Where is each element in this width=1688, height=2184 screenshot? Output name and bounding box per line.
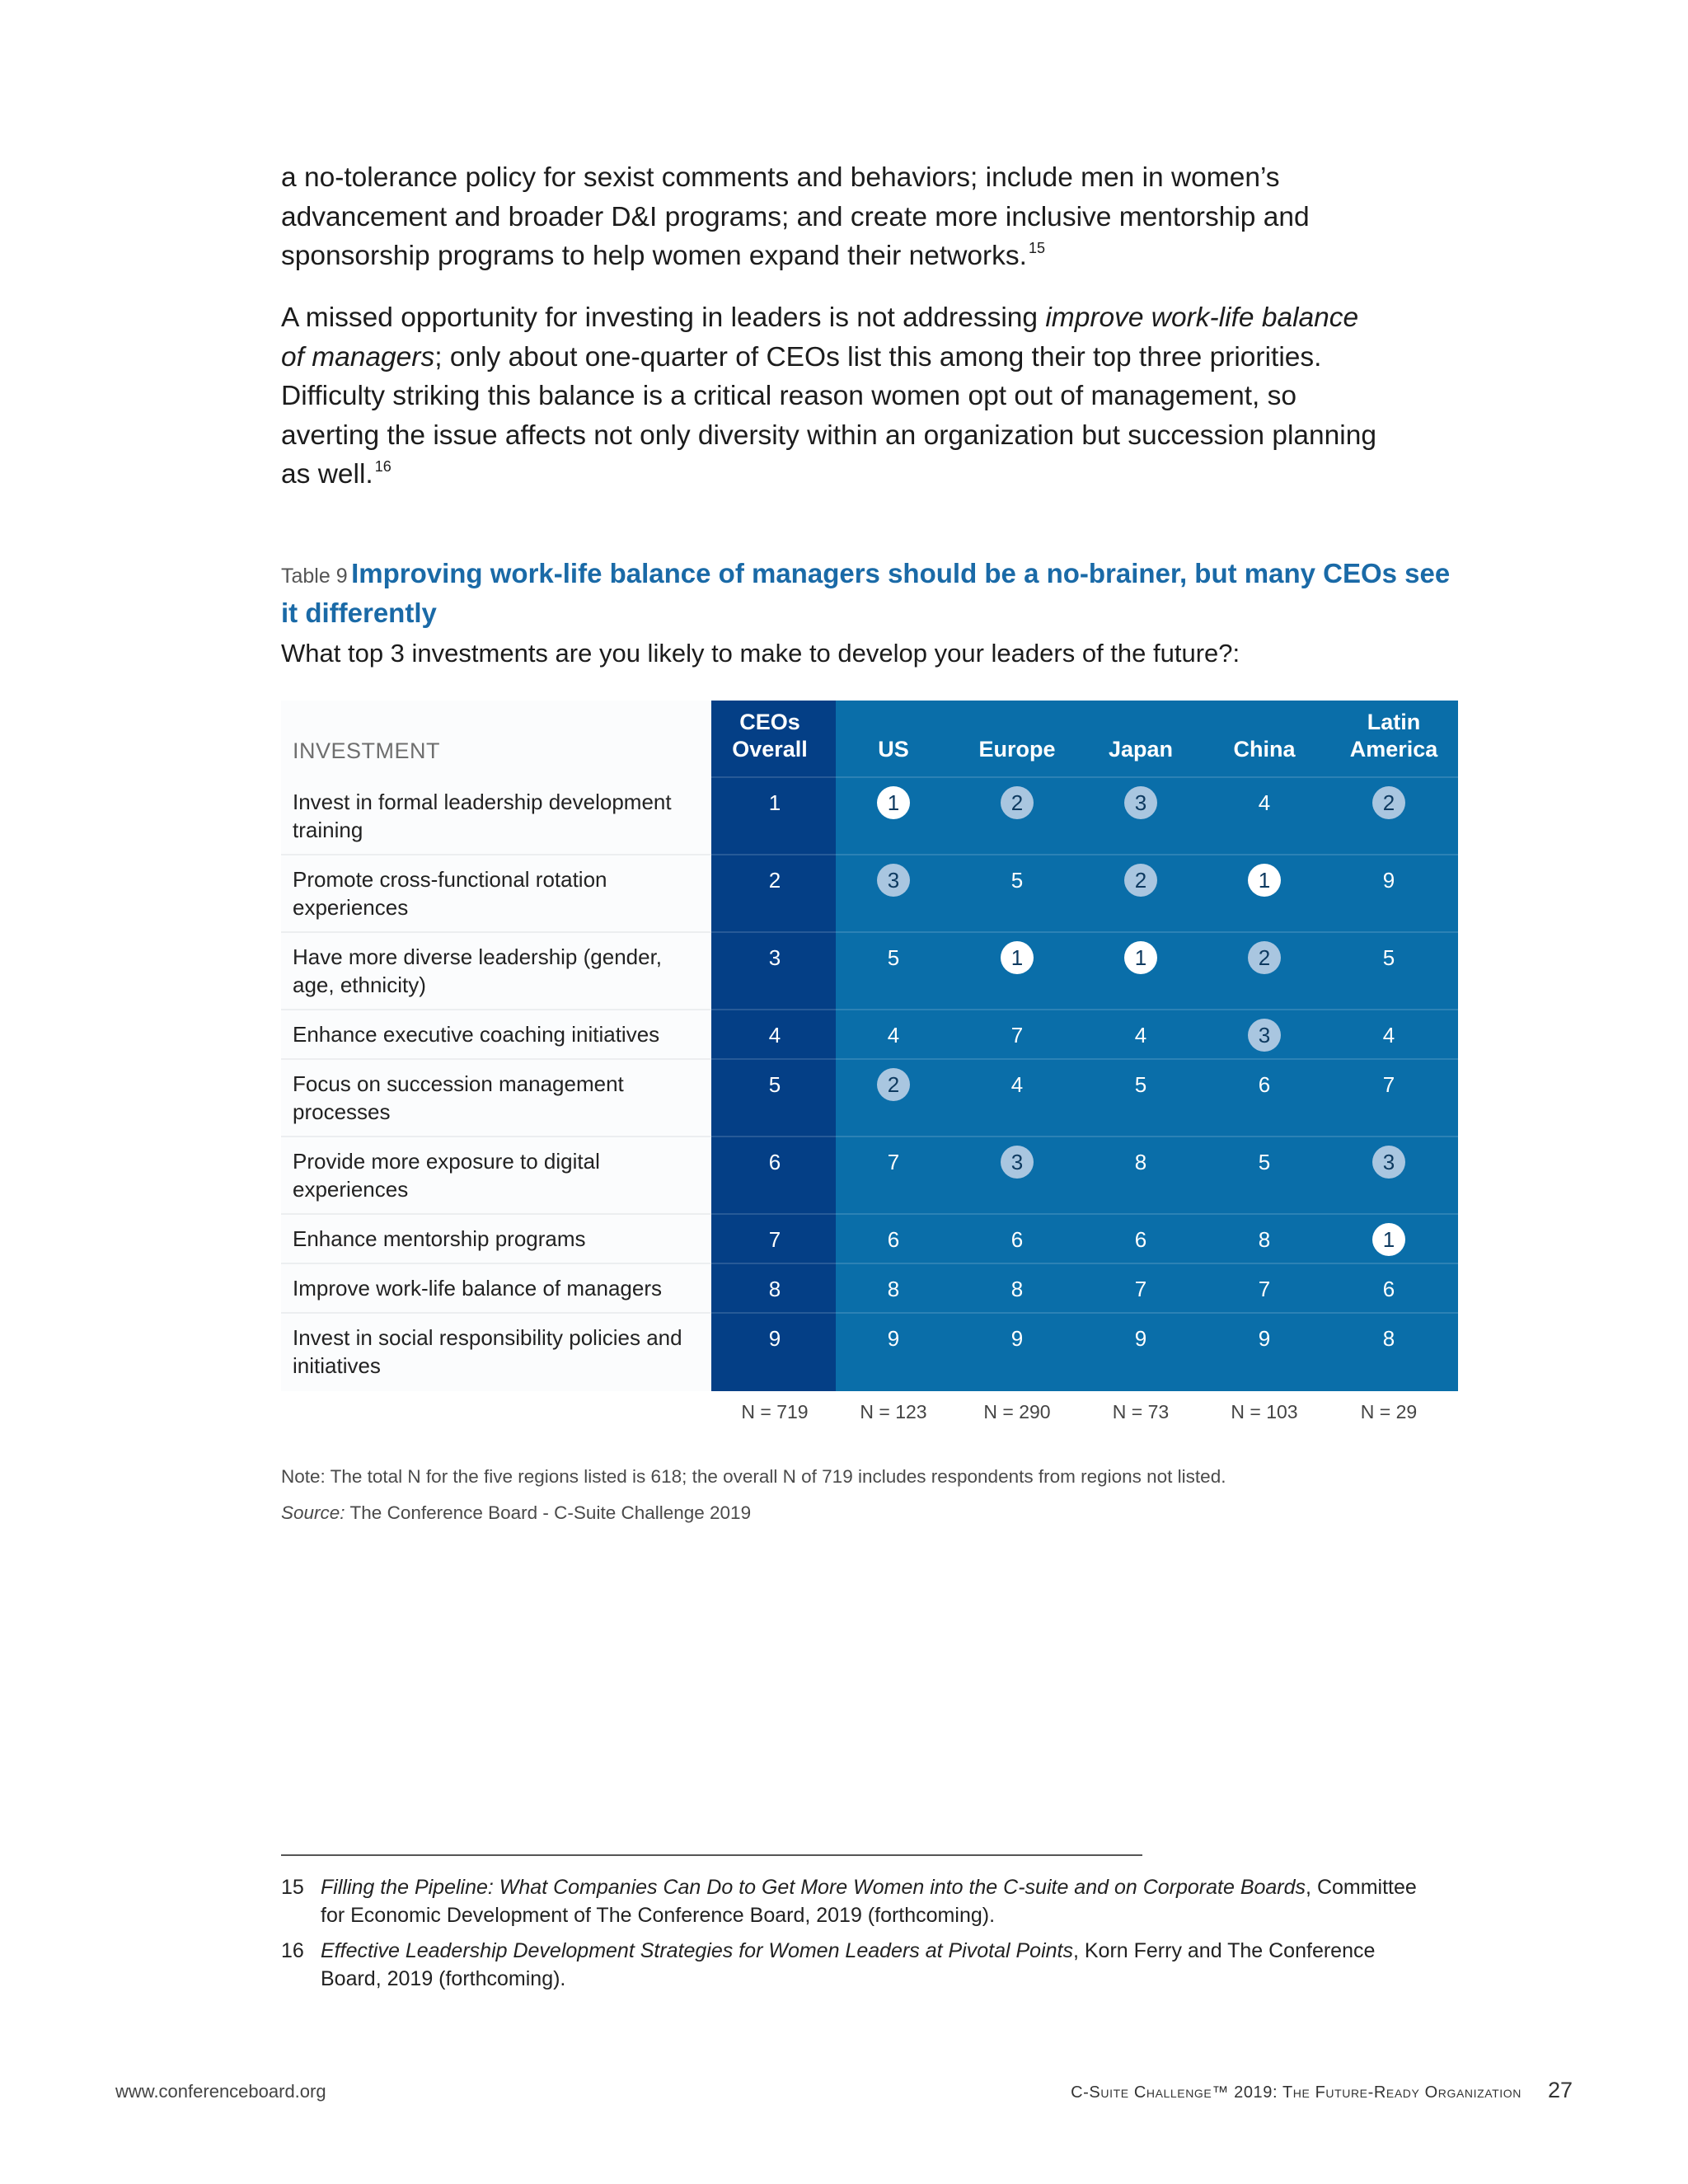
rank-cell: 2 <box>877 1068 910 1101</box>
rank-cell: 8 <box>1258 1227 1271 1252</box>
intro-paragraph-1 <box>281 158 1386 276</box>
rank-cell: 3 <box>877 864 910 897</box>
intro-paragraph-1-text: a no-tolerance policy for sexist comments and behaviors; include men in women’s advancement and broader D&I programs; and create more inclusive mentorship and sponsorship programs to help women expand their networks. <box>281 162 1310 271</box>
grid-line <box>711 1213 1458 1215</box>
rank-cell: 2 <box>1248 941 1281 974</box>
row-label: Improve work-life balance of managers <box>293 1276 662 1301</box>
rank-cell: 1 <box>1124 941 1157 974</box>
rank-cell: 9 <box>1382 868 1395 893</box>
sample-size: N = 103 <box>1231 1401 1298 1422</box>
rank-cell: 4 <box>768 1023 781 1047</box>
sample-size: N = 29 <box>1360 1401 1418 1422</box>
column-header-line-2: Overall <box>732 737 808 762</box>
column-header-line-1: CEOs <box>739 710 800 734</box>
source-text: The Conference Board - C-Suite Challenge 2019 <box>349 1502 752 1523</box>
rank-cell: 3 <box>1001 1146 1034 1179</box>
rank-cell: 6 <box>1010 1227 1024 1252</box>
footnote-title: Filling the Pipeline: What Companies Can Do to Get More Women into the C-suite and on Corporate Boards <box>321 1876 1306 1899</box>
table-source <box>281 1502 751 1524</box>
rank-cell: 9 <box>768 1326 781 1351</box>
grid-line <box>711 1058 1458 1060</box>
table-headline: Improving work-life balance of managers should be a no-brainer, but many CEOs see it differently <box>281 558 1451 628</box>
rank-cell: 9 <box>1258 1326 1271 1351</box>
footer-url[interactable]: www.conferenceboard.org <box>115 2081 326 2102</box>
table-label: Table 9 <box>281 565 348 588</box>
rank-cell: 1 <box>1248 864 1281 897</box>
column-header-line-1 <box>832 709 955 736</box>
rank-cell: 5 <box>1134 1072 1147 1097</box>
rank-cell: 8 <box>887 1277 900 1301</box>
rank-cell: 4 <box>1382 1023 1395 1047</box>
footnote-number: 16 <box>281 1939 304 1962</box>
rank-cell: 6 <box>1134 1227 1147 1252</box>
rank-cell: 8 <box>768 1277 781 1301</box>
rank-cell: 4 <box>887 1023 900 1047</box>
column-header-line-2: America <box>1349 737 1438 762</box>
column-header-line-2: Europe <box>978 737 1056 762</box>
rank-cell: 7 <box>768 1227 781 1252</box>
row-separator <box>281 1263 711 1264</box>
source-label: Source: <box>281 1502 345 1523</box>
rank-cell: 3 <box>1124 786 1157 819</box>
rank-cell: 7 <box>1258 1277 1271 1301</box>
rank-cell: 5 <box>1010 868 1024 893</box>
rank-cell: 2 <box>1372 786 1405 819</box>
row-separator <box>281 1213 711 1215</box>
rank-cell: 1 <box>768 790 781 815</box>
row-label: Enhance mentorship programs <box>293 1226 586 1251</box>
rank-cell: 2 <box>768 868 781 893</box>
column-header <box>1079 709 1203 763</box>
footnote-16 <box>281 1937 1435 1993</box>
rank-cell: 1 <box>877 786 910 819</box>
rank-cell: 8 <box>1010 1277 1024 1301</box>
sample-size: N = 719 <box>741 1401 809 1422</box>
footnote-title: Effective Leadership Development Strategies for Women Leaders at Pivotal Points <box>321 1939 1073 1962</box>
investment-column-header: INVESTMENT <box>293 738 441 763</box>
intro-paragraph-2-text-a: A missed opportunity for investing in leaders is not addressing <box>281 302 1046 333</box>
table-title <box>281 556 1451 635</box>
row-separator <box>281 1312 711 1314</box>
column-header <box>708 709 832 763</box>
rank-cell: 9 <box>887 1326 900 1351</box>
sample-size: N = 123 <box>860 1401 927 1422</box>
row-separator <box>281 854 711 855</box>
row-label: Enhance executive coaching initiatives <box>293 1022 660 1047</box>
grid-line <box>711 1136 1458 1137</box>
row-separator <box>281 1136 711 1137</box>
rank-cell: 7 <box>1382 1072 1395 1097</box>
table-question: What top 3 investments are you likely to make to develop your leaders of the future?: <box>281 639 1240 668</box>
grid-line <box>711 854 1458 855</box>
sample-size: N = 290 <box>983 1401 1051 1422</box>
table-note: Note: The total N for the five regions listed is 618; the overall N of 719 includes respondents from regions not listed. <box>281 1466 1226 1487</box>
rank-cell: 2 <box>1124 864 1157 897</box>
column-header-line-2: Japan <box>1108 737 1174 762</box>
footnote-number: 15 <box>281 1876 304 1899</box>
rank-cell: 6 <box>1382 1277 1395 1301</box>
rank-cell: 2 <box>1001 786 1034 819</box>
rank-cell: 6 <box>768 1150 781 1174</box>
footnote-detail: , Committee for Economic Development of The Conference Board, 2019 (forthcoming). <box>321 1876 1417 1927</box>
footer-title: C-Suite Challenge™ 2019: The Future-Ready Organization <box>1071 2083 1522 2102</box>
rank-cell: 5 <box>1258 1150 1271 1174</box>
row-label: Invest in social responsibility policies and initiatives <box>293 1325 682 1378</box>
row-separator <box>281 1058 711 1060</box>
rank-cell: 6 <box>1258 1072 1271 1097</box>
grid-line <box>711 1263 1458 1264</box>
rank-cell: 9 <box>1010 1326 1024 1351</box>
rank-cell: 6 <box>887 1227 900 1252</box>
grid-line <box>711 1312 1458 1314</box>
ranking-table <box>281 701 1458 1422</box>
rank-cell: 4 <box>1010 1072 1024 1097</box>
column-header-line-2: China <box>1233 737 1296 762</box>
rank-cell: 5 <box>1382 945 1395 970</box>
column-header <box>1332 709 1456 763</box>
column-header-line-1: Latin <box>1367 710 1421 734</box>
row-label: Invest in formal leadership development training <box>293 790 672 842</box>
row-separator <box>281 1009 711 1010</box>
row-label: Focus on succession management processes <box>293 1071 624 1124</box>
rank-cell: 4 <box>1134 1023 1147 1047</box>
column-header <box>955 709 1079 763</box>
intro-paragraph-2 <box>281 298 1386 494</box>
rank-cell: 5 <box>768 1072 781 1097</box>
rank-cell: 9 <box>1134 1326 1147 1351</box>
rank-cell: 1 <box>1001 941 1034 974</box>
row-label: Have more diverse leadership (gender, age, ethnicity) <box>293 944 663 997</box>
column-header-line-2: US <box>878 737 909 762</box>
intro-paragraph-2-emphasis: improve work-life balance of managers <box>281 302 1359 373</box>
page-number: 27 <box>1548 2078 1573 2102</box>
column-header <box>832 709 955 763</box>
footnote-ref-15[interactable]: 15 <box>1028 240 1046 256</box>
footnote-15 <box>281 1873 1435 1929</box>
column-header-line-1 <box>955 709 1079 736</box>
rank-cell: 3 <box>1372 1146 1405 1179</box>
footnote-detail: , Korn Ferry and The Conference Board, 2019 (forthcoming). <box>321 1939 1376 1990</box>
row-separator <box>281 931 711 933</box>
column-header-line-1 <box>1079 709 1203 736</box>
rank-cell: 8 <box>1382 1326 1395 1351</box>
rank-cell: 7 <box>1134 1277 1147 1301</box>
column-header <box>1203 709 1326 763</box>
column-header-line-1 <box>1203 709 1326 736</box>
grid-line <box>711 931 1458 933</box>
sample-size: N = 73 <box>1112 1401 1170 1422</box>
rank-cell: 1 <box>1372 1223 1405 1256</box>
footnote-divider <box>281 1854 1142 1856</box>
rank-cell: 7 <box>1010 1023 1024 1047</box>
rank-cell: 8 <box>1134 1150 1147 1174</box>
grid-line <box>711 1009 1458 1010</box>
row-label: Provide more exposure to digital experiences <box>293 1149 600 1202</box>
grid-line <box>711 776 1458 778</box>
row-label: Promote cross-functional rotation experiences <box>293 867 607 920</box>
rank-cell: 4 <box>1258 790 1271 815</box>
footnote-ref-16[interactable]: 16 <box>374 458 392 475</box>
intro-paragraph-2-text-b: ; only about one-quarter of CEOs list this among their top three priorities. Difficulty striking this balance is a critical reason women opt out of management, so averting the issue affects not only diversity within an organization but succession planning as well. <box>281 341 1376 490</box>
rank-cell: 3 <box>1248 1019 1281 1052</box>
rank-cell: 3 <box>768 945 781 970</box>
rank-cell: 5 <box>887 945 900 970</box>
rank-cell: 7 <box>887 1150 900 1174</box>
